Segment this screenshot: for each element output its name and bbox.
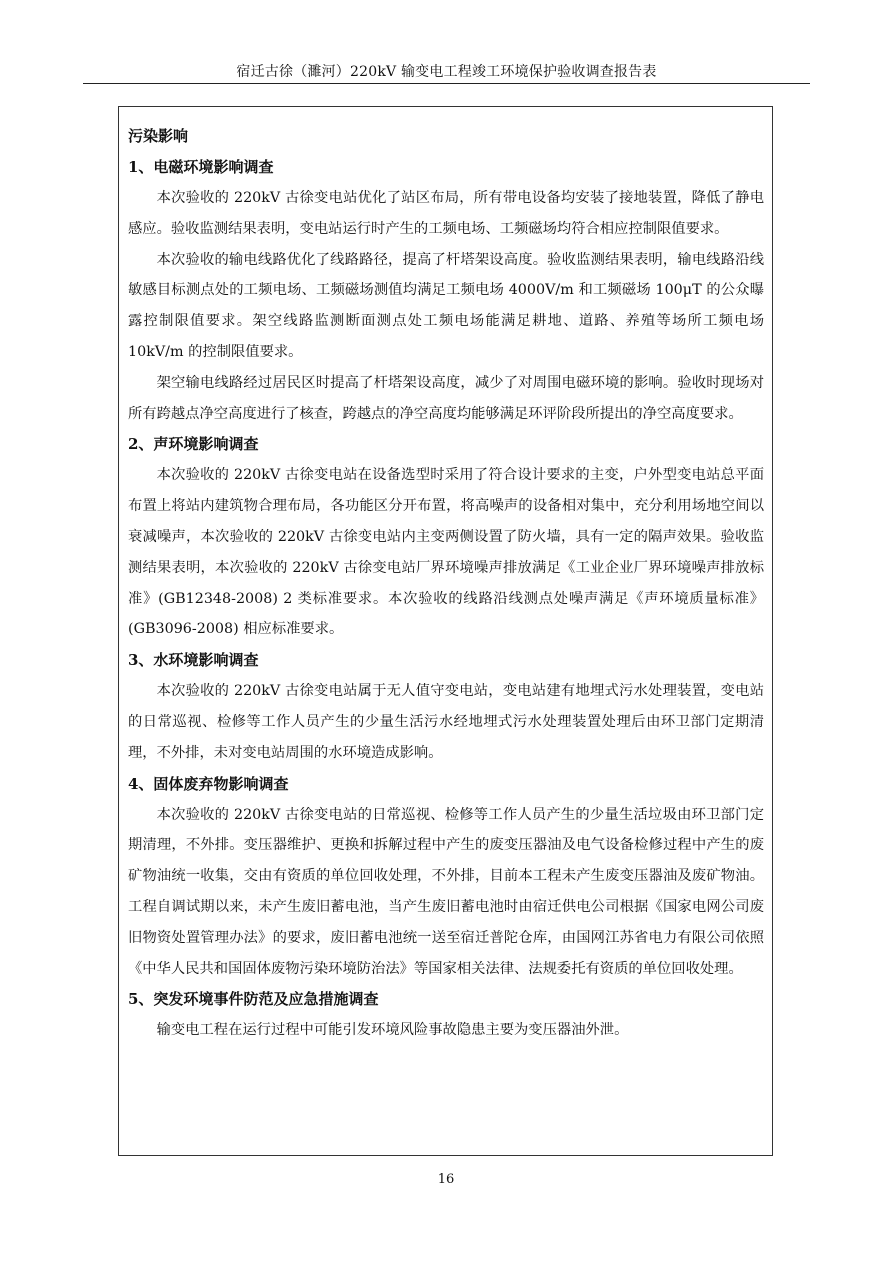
section-title-noise: 2、声环境影响调查 — [128, 435, 259, 454]
content-body — [128, 121, 764, 1046]
section-title-electromagnetic: 1、电磁环境影响调查 — [128, 158, 274, 176]
paragraph: 本次验收的 220kV 古徐变电站的日常巡视、检修等工作人员产生的少量生活垃圾由环卫部门定期清理，不外排。变压器维护、更换和拆解过程中产生的废变压器油及电气设备检修过程中产生的废矿物油统一收集，交由有资质的单位回收处理，不外排，目前本工程未产生废变压器油及废矿物油。工程自调试期以来，未产生废旧蓄电池，当产生废旧蓄电池时由宿迁供电公司根据《国家电网公司废旧物资处置管理办法》的要求，废旧蓄电池统一送至宿迁普陀仓库，由国网江苏省电力有限公司依照《中华人民共和国固体废物污染环境防治法》等国家相关法律、法规委托有资质的单位回收处理。 — [128, 806, 764, 977]
paragraph: 本次验收的 220kV 古徐变电站属于无人值守变电站，变电站建有地埋式污水处理装置，变电站的日常巡视、检修等工作人员产生的少量生活污水经地埋式污水处理装置处理后由环卫部门定期清理，不外排，未对变电站周围的水环境造成影响。 — [128, 683, 764, 761]
pollution-impact-heading: 污染影响 — [128, 127, 189, 145]
paragraph: 输变电工程在运行过程中可能引发环境风险事故隐患主要为变压器油外泄。 — [156, 1022, 629, 1039]
paragraph: 本次验收的 220kV 古徐变电站优化了站区布局，所有带电设备均安装了接地装置，降低了静电感应。验收监测结果表明，变电站运行时产生的工频电场、工频磁场均符合相应控制限值要求。 — [128, 190, 764, 237]
section-title-water: 3、水环境影响调查 — [128, 651, 259, 670]
section-title-solid-waste: 4、固体废弃物影响调查 — [128, 774, 289, 793]
paragraph: 本次验收的输电线路优化了线路路径，提高了杆塔架设高度。验收监测结果表明，输电线路沿线敏感目标测点处的工频电场、工频磁场测值均满足工频电场 4000V/m 和工频磁场 100μT 的公众曝露控制限值要求。架空线路监测断面测点处工频电场能满足耕地、道路、养殖等场所工频电场 10kV/m 的控制限值要求。 — [128, 251, 764, 360]
content-table-cell — [118, 106, 773, 1156]
section-title-emergency: 5、突发环境事件防范及应急措施调查 — [128, 990, 379, 1009]
paragraph: 架空输电线路经过居民区时提高了杆塔架设高度，减少了对周围电磁环境的影响。验收时现场对所有跨越点净空高度进行了核查，跨越点的净空高度均能够满足环评阶段所提出的净空高度要求。 — [128, 374, 764, 422]
page-number: 16 — [437, 1172, 455, 1187]
page-header-title: 宿迁古徐（濉河）220kV 输变电工程竣工环境保护验收调查报告表 — [236, 64, 657, 80]
paragraph: 本次验收的 220kV 古徐变电站在设备选型时采用了符合设计要求的主变，户外型变电站总平面布置上将站内建筑物合理布局，各功能区分开布置，将高噪声的设备相对集中，充分利用场地空间以衰减噪声，本次验收的 220kV 古徐变电站内主变两侧设置了防火墙，具有一定的隔声效果。验收监测结果表明，本次验收的 220kV 古徐变电站厂界环境噪声排放满足《工业企业厂界环境噪声排放标准》(GB12348-2008) 2 类标准要求。本次验收的线路沿线测点处噪声满足《声环境质量标准》(GB3096-2008) 相应标准要求。 — [128, 467, 764, 638]
header-divider — [83, 83, 810, 84]
